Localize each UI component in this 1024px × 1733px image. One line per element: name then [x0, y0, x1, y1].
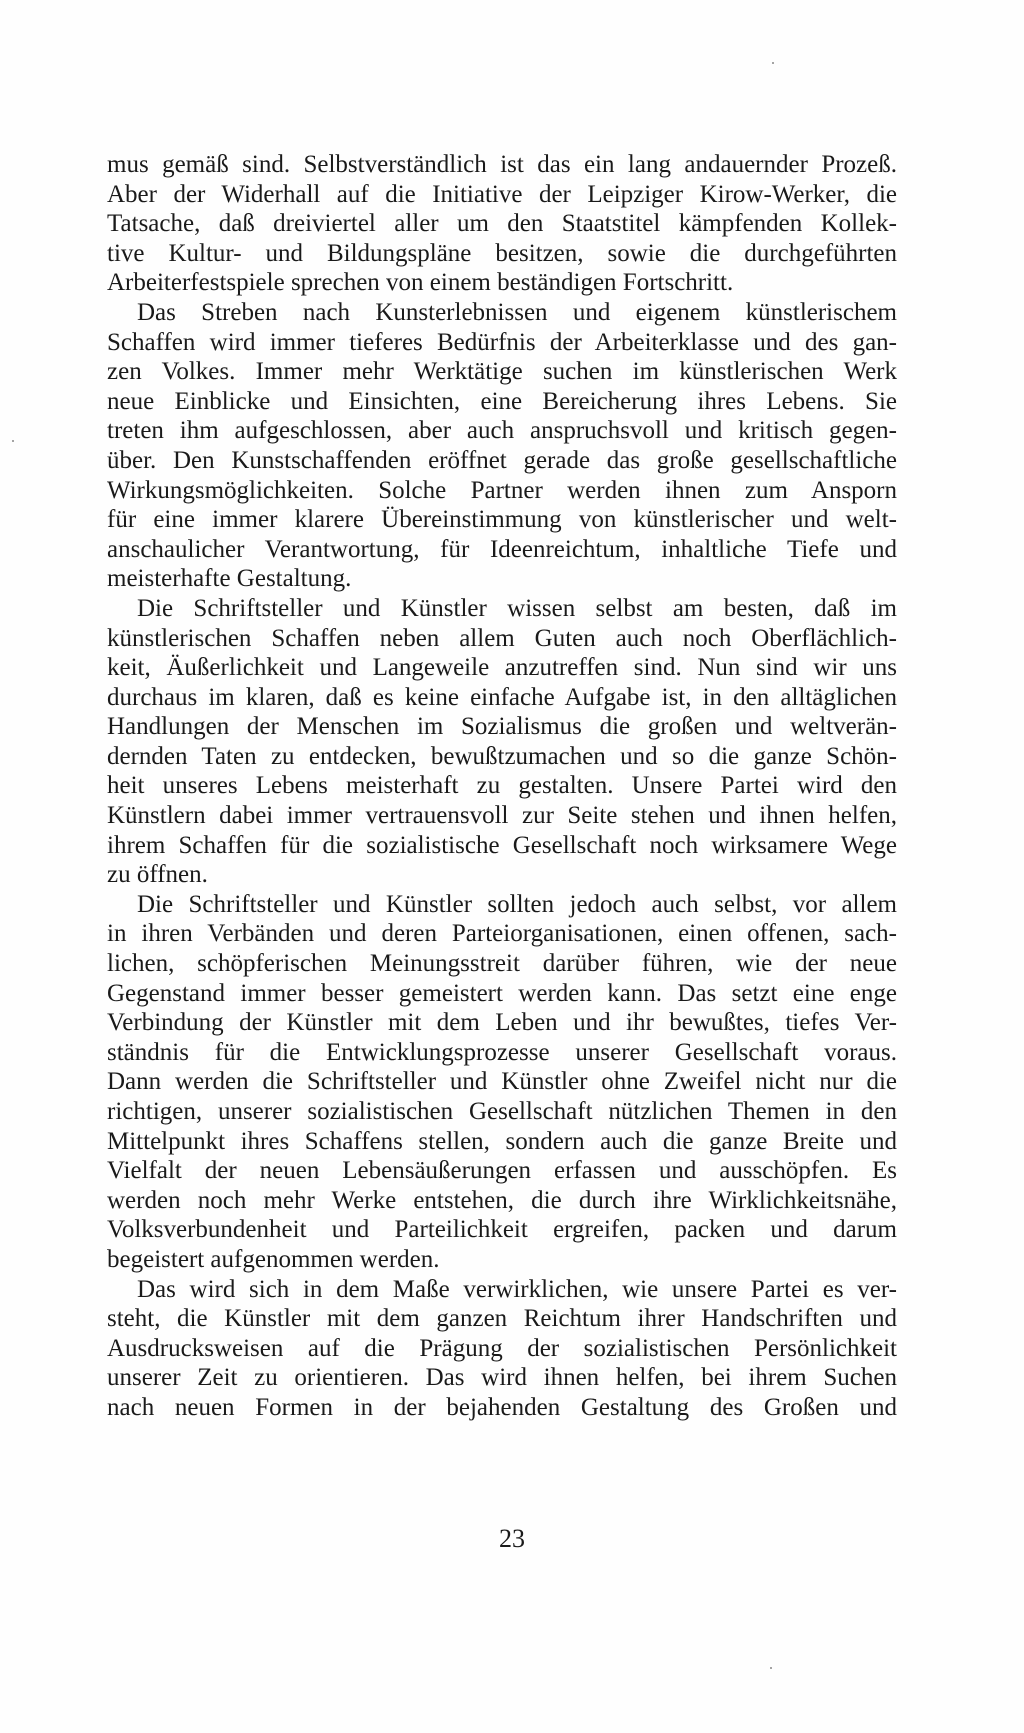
text-line: Vielfalt der neuen Lebensäußerungen erfassen und ausschöpfen. Es [107, 1157, 897, 1185]
text-line: heit unseres Lebens meisterhaft zu gestalten. Unsere Partei wird den [107, 772, 897, 800]
text-line: ständnis für die Entwicklungsprozesse unserer Gesellschaft voraus. [107, 1038, 897, 1066]
text-line: Verbindung der Künstler mit dem Leben und ihr bewußtes, tiefes Ver- [107, 1009, 897, 1037]
text-line: Gegenstand immer besser gemeistert werden kann. Das setzt eine enge [107, 979, 897, 1007]
text-line: richtigen, unserer sozialistischen Gesellschaft nützlichen Themen in den [107, 1098, 897, 1125]
text-line: Aber der Widerhall auf die Initiative der Leipziger Kirow-Werker, die [107, 180, 897, 208]
text-line: tive Kultur- und Bildungspläne besitzen, sowie die durchgeführten [107, 239, 897, 267]
text-line: steht, die Künstler mit dem ganzen Reichtum ihrer Handschriften und [107, 1305, 897, 1333]
text-line: Tatsache, daß dreiviertel aller um den Staatstitel kämpfenden Kollek- [107, 210, 897, 238]
text-line: dernden Taten zu entdecken, bewußtzumachen und so die ganze Schön- [107, 742, 897, 770]
text-line: Künstlern dabei immer vertrauensvoll zur Seite stehen und ihnen helfen, [107, 802, 897, 830]
paragraph [107, 298, 897, 594]
text-line: keit, Äußerlichkeit und Langeweile anzutreffen sind. Nun sind wir uns [107, 654, 897, 682]
text-line: durchaus im klaren, daß es keine einfache Aufgabe ist, in den alltäglichen [107, 683, 897, 711]
text-line: Arbeiterfestspiele sprechen von einem beständigen Fortschritt. [107, 269, 734, 297]
text-line: über. Den Kunstschaffenden eröffnet gerade das große gesellschaftliche [107, 446, 897, 474]
text-line: Das Streben nach Kunsterlebnissen und eigenem künstlerischem [137, 298, 897, 326]
text-line: Schaffen wird immer tieferes Bedürfnis der Arbeiterklasse und des gan- [107, 328, 897, 356]
body-text [107, 150, 897, 1423]
paragraph [107, 1275, 897, 1423]
text-line: Mittelpunkt ihres Schaffens stellen, sondern auch die ganze Breite und [107, 1127, 897, 1155]
text-line: treten ihm aufgeschlossen, aber auch anspruchsvoll und kritisch gegen- [107, 417, 897, 445]
text-line: Die Schriftsteller und Künstler sollten jedoch auch selbst, vor allem [137, 890, 897, 918]
text-line: anschaulicher Verantwortung, für Ideenreichtum, inhaltliche Tiefe und [107, 535, 897, 563]
text-line: lichen, schöpferischen Meinungsstreit darüber führen, wie der neue [107, 950, 897, 978]
text-line: zen Volkes. Immer mehr Werktätige suchen im künstlerischen Werk [107, 358, 897, 386]
text-line: Dann werden die Schriftsteller und Künstler ohne Zweifel nicht nur die [107, 1068, 897, 1096]
text-line: meisterhafte Gestaltung. [107, 565, 352, 593]
text-line: für eine immer klarere Übereinstimmung von künstlerischer und welt- [107, 506, 897, 534]
text-line: in ihren Verbänden und deren Parteiorganisationen, einen offenen, sach- [107, 920, 897, 948]
paragraph [107, 890, 897, 1275]
text-line: zu öffnen. [107, 861, 208, 889]
text-line: Wirkungsmöglichkeiten. Solche Partner werden ihnen zum Ansporn [107, 476, 897, 504]
text-line: werden noch mehr Werke entstehen, die durch ihre Wirklichkeitsnähe, [107, 1186, 897, 1214]
scan-speck [772, 62, 774, 64]
text-line: mus gemäß sind. Selbstverständlich ist das ein lang andauernder Prozeß. [107, 151, 897, 178]
text-line: nach neuen Formen in der bejahenden Gestaltung des Großen und [107, 1393, 897, 1421]
text-line: Handlungen der Menschen im Sozialismus die großen und weltverän- [107, 713, 897, 741]
scan-speck [770, 1667, 772, 1669]
paragraph [107, 150, 897, 298]
text-line: ihrem Schaffen für die sozialistische Gesellschaft noch wirksamere Wege [107, 831, 897, 859]
text-line: Das wird sich in dem Maße verwirklichen, wie unsere Partei es ver- [137, 1275, 897, 1303]
text-line: begeistert aufgenommen werden. [107, 1245, 440, 1273]
text-line: Ausdrucksweisen auf die Prägung der sozialistischen Persönlichkeit [107, 1334, 897, 1362]
text-line: Die Schriftsteller und Künstler wissen selbst am besten, daß im [137, 594, 897, 622]
text-line: unserer Zeit zu orientieren. Das wird ihnen helfen, bei ihrem Suchen [107, 1364, 897, 1392]
page-number: 23 [499, 1524, 525, 1553]
text-line: künstlerischen Schaffen neben allem Guten auch noch Oberflächlich- [107, 624, 897, 652]
paragraph [107, 594, 897, 890]
scan-speck [12, 440, 14, 442]
text-line: neue Einblicke und Einsichten, eine Bereicherung ihres Lebens. Sie [107, 387, 897, 415]
text-line: Volksverbundenheit und Parteilichkeit ergreifen, packen und darum [107, 1216, 897, 1244]
